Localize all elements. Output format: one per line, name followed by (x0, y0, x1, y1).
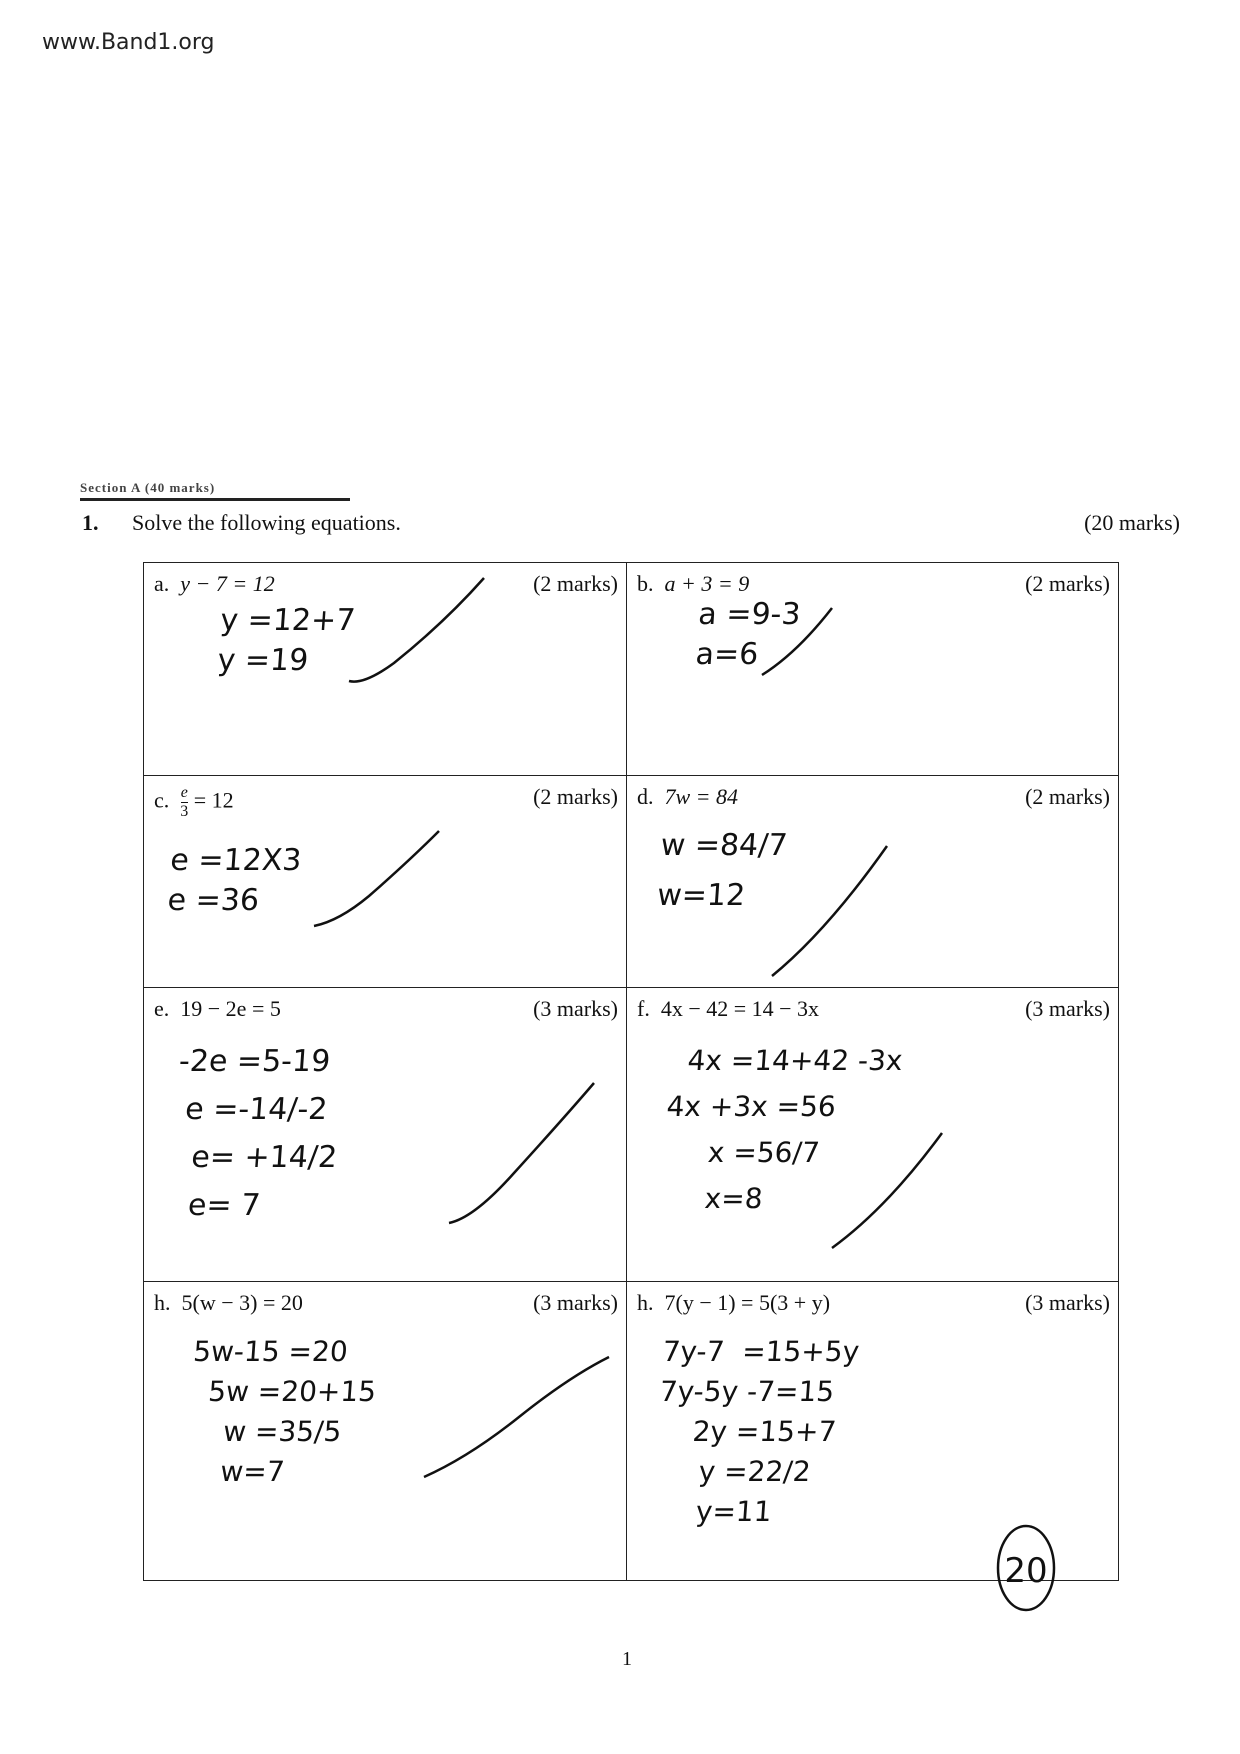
part-label: h. (154, 1290, 171, 1315)
question-number: 1. (82, 510, 99, 535)
part-c-question (154, 784, 234, 821)
equation: 4x − 42 = 14 − 3x (660, 996, 820, 1021)
part-label: a. (154, 571, 170, 596)
site-watermark: www.Band1.org (42, 30, 215, 55)
tick-mark-icon (827, 1128, 947, 1253)
equation: a + 3 = 9 (664, 571, 750, 596)
question-marks: (20 marks) (1084, 510, 1180, 535)
answer-grid (143, 562, 1119, 1581)
tick-mark-icon (757, 603, 837, 683)
marks: (3 marks) (533, 1290, 618, 1315)
part-d-cell (627, 776, 1118, 988)
handwritten-working: a =9-3 a=6 (694, 597, 802, 672)
part-f-cell (627, 988, 1118, 1282)
equation: 7w = 84 (664, 784, 739, 809)
part-h1-cell (144, 1282, 627, 1580)
tick-mark-icon (309, 826, 444, 936)
equation: 7(y − 1) = 5(3 + y) (664, 1290, 831, 1315)
question-text: Solve the following equations. (132, 510, 401, 535)
marks: (2 marks) (533, 571, 618, 596)
equation-rhs: = 12 (193, 787, 234, 813)
handwritten-working: e =12X3 e =36 (166, 843, 303, 918)
denominator: 3 (180, 803, 189, 820)
handwritten-working: w =84/7 w=12 (656, 828, 789, 913)
part-a-cell (144, 563, 627, 776)
marks: (2 marks) (533, 784, 618, 809)
part-f-question (637, 996, 819, 1022)
part-label: d. (637, 784, 654, 809)
marks: (3 marks) (1025, 1290, 1110, 1315)
part-d-question (637, 784, 738, 810)
part-label: b. (637, 571, 654, 596)
fraction (180, 784, 188, 821)
equation: 19 − 2e = 5 (180, 996, 281, 1021)
marks: (2 marks) (1025, 571, 1110, 596)
handwritten-working: 5w-15 =20 5w =20+15 w =35/5 w=7 (183, 1335, 378, 1488)
part-h1-question (154, 1290, 303, 1316)
part-label: f. (637, 996, 650, 1021)
part-e-cell (144, 988, 627, 1282)
marks: (2 marks) (1025, 784, 1110, 809)
score-circle-icon (990, 1520, 1065, 1615)
part-label: h. (637, 1290, 654, 1315)
marks: (3 marks) (1025, 996, 1110, 1021)
handwritten-working: 4x =14+42 -3x 4x +3x =56 x =56/7 x=8 (659, 1044, 904, 1215)
page-number: 1 (622, 1648, 632, 1670)
part-e-question (154, 996, 281, 1022)
tick-mark-icon (419, 1352, 614, 1482)
equation: 5(w − 3) = 20 (181, 1290, 303, 1315)
score-text: 20 (1004, 1551, 1048, 1591)
tick-mark-icon (767, 841, 897, 981)
part-h2-question (637, 1290, 830, 1316)
marks: (3 marks) (533, 996, 618, 1021)
part-b-cell (627, 563, 1118, 776)
handwritten-working: 7y-7 =15+5y 7y-5y -7=15 2y =15+7 y =22/2 y=11 (650, 1335, 861, 1528)
part-c-cell (144, 776, 627, 988)
numerator: e (180, 784, 188, 801)
tick-mark-icon (444, 1078, 604, 1228)
equation: y − 7 = 12 (180, 571, 275, 596)
part-label: e. (154, 996, 170, 1021)
tick-mark-icon (344, 573, 494, 693)
part-label: c. (154, 787, 170, 813)
part-b-question (637, 571, 749, 597)
section-heading: Section A (40 marks) (80, 480, 350, 501)
handwritten-working: -2e =5-19 e =-14/-2 e= +14/2 e= 7 (167, 1044, 339, 1223)
part-a-question (154, 571, 275, 597)
handwritten-working: y =12+7 y =19 (216, 603, 357, 678)
